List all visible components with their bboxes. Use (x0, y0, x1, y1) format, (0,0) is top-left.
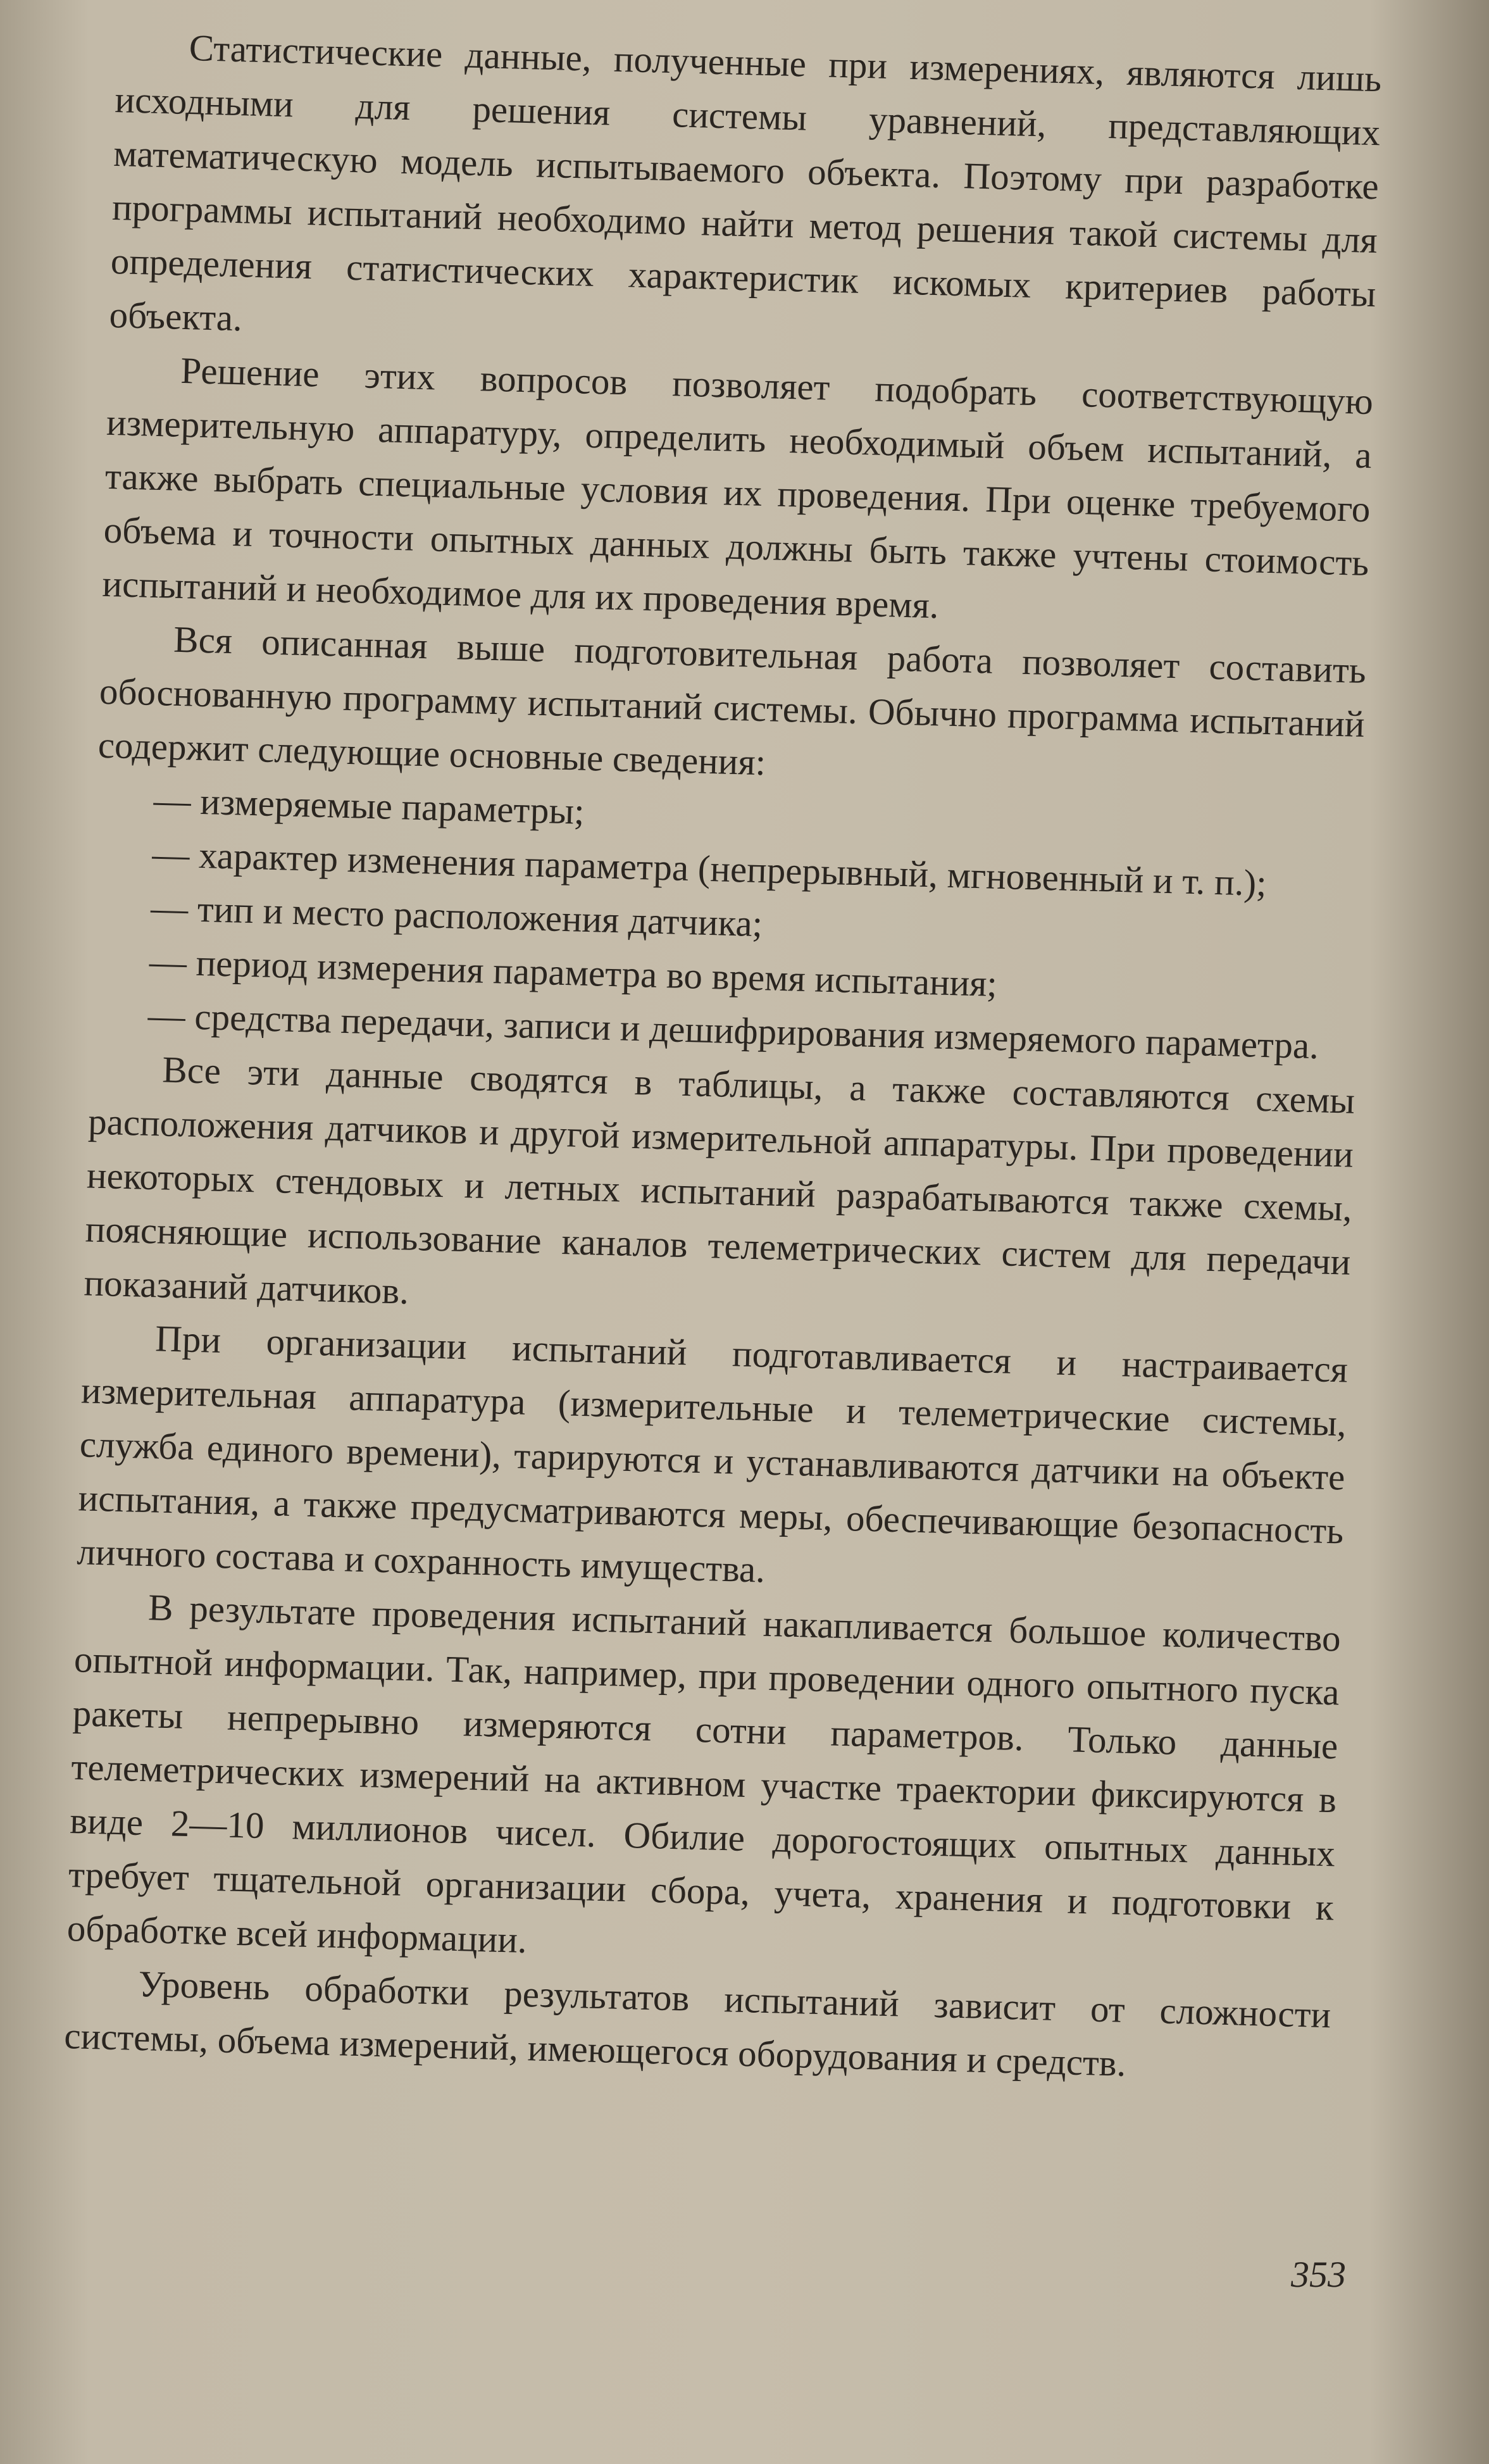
program-contents-list (90, 772, 1362, 1074)
list-item: — средства передачи, записи и дешифрирования измеряемого параметра. (147, 994, 1319, 1067)
list-item: — тип и место расположения датчика; (150, 886, 763, 945)
page-number: 353 (1291, 2254, 1346, 2295)
paragraph-solution-questions: Решение этих вопросов позволяет подобрать соответствующую измерительную аппаратуру, определить необходимый объем испытаний, а также выбрать специальные условия их проведения. При оценке требуемого объема и точности опытных данных должны быть также учтены стоимость испытаний и необходимое для их проведения время. (101, 349, 1374, 627)
page-body-text (63, 19, 1382, 2096)
paragraph-test-organization: При организации испытаний подготавливается и настраивается измерительная аппаратура (измерительные и телеметрические системы, служба единого времени), тарируются и устанавливаются датчики на объекте испытания, а также предусматриваются меры, обеспечивающие безопасность личного состава и сохранность имущества. (76, 1317, 1349, 1591)
list-item: — период измерения параметра во время испытания; (149, 940, 998, 1004)
paragraph-tables-and-schemes: Все эти данные сводятся в таблицы, а также составляются схемы расположения датчиков и другой измерительной аппаратуры. При проведении некоторых стендовых и летных испытаний разрабатываются также схемы, поясняющие использование каналов телеметрических систем для передачи показаний датчиков. (83, 1048, 1355, 1312)
paragraph-test-results: В результате проведения испытаний накапливается большое количество опытной информации. Так, например, при проведении одного опытного пуска ракеты непрерывно измеряются сотни параметров. Только данные телеметрических измерений на активном участке траектории фиксируются в виде 2—10 миллионов чисел. Обилие дорогостоящих опытных данных требует тщательной организации сбора, учета, хранения и подготовки к обработке всей информации. (66, 1586, 1342, 1961)
paragraph-processing-level: Уровень обработки результатов испытаний зависит от сложности системы, объема измерений, имеющегося оборудования и средств. (63, 1962, 1331, 2084)
paragraph-preparatory-work: Вся описанная выше подготовительная работа позволяет составить обоснованную программу испытаний системы. Обычно программа испытаний содержит следующие основные сведения: (97, 618, 1367, 784)
list-item: — измеряемые параметры; (153, 779, 585, 832)
paragraph-statistical-data: Статистические данные, полученные при измерениях, являются лишь исходными для решения системы уравнений, представляющих математическую модель испытываемого объекта. Поэтому при разработке программы испытаний необходимо найти метод решения такой системы для определения статистических характеристик искомых критериев работы объекта. (108, 27, 1383, 339)
list-item: — характер изменения параметра (непрерывный, мгновенный и т. п.); (151, 832, 1268, 904)
